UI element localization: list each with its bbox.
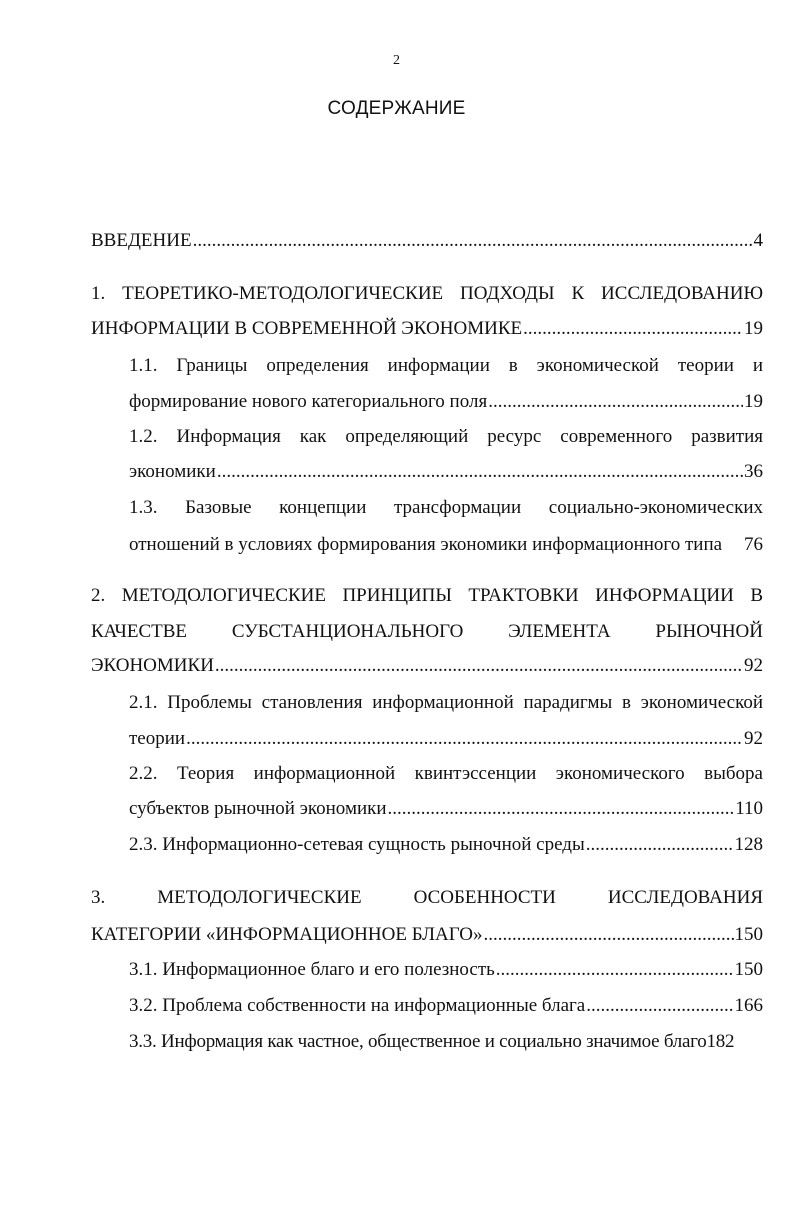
toc-section-2-1[interactable]: [129, 727, 763, 751]
toc-chapter-3[interactable]: [91, 923, 763, 947]
toc-page-number: 166: [734, 995, 763, 1016]
toc-page-number: 76: [744, 534, 763, 555]
toc-entry-text: теории: [129, 728, 186, 749]
toc-section-1-1[interactable]: [129, 390, 763, 414]
page-number: 2: [393, 53, 400, 68]
toc-entry-text: 3.1. Информационное благо и его полезность: [129, 959, 495, 980]
toc-leader: [388, 797, 735, 821]
toc-chapter-2-line-1[interactable]: 2. МЕТОДОЛОГИЧЕСКИЕ ПРИНЦИПЫ ТРАКТОВКИ ИНФОРМАЦИИ В: [91, 585, 763, 606]
toc-leader: [483, 923, 733, 947]
toc-section-3-2[interactable]: [129, 994, 763, 1018]
toc-page-number: 110: [735, 798, 763, 819]
toc-page-number: 19: [744, 391, 763, 412]
toc-entry-text: субъектов рыночной экономики: [129, 798, 387, 819]
toc-chapter-1[interactable]: [91, 317, 763, 341]
toc-entry-text: формирование нового категориального поля: [129, 391, 488, 412]
toc-section-2-2[interactable]: [129, 797, 763, 821]
toc-page-number: 182: [706, 1031, 735, 1052]
toc-entry-text: 3.3. Информация как частное, общественное и социально значимое благо: [129, 1031, 707, 1052]
toc-entry-text: экономики: [129, 461, 216, 482]
toc-section-3-1[interactable]: [129, 958, 763, 982]
toc-chapter-2[interactable]: [91, 654, 763, 678]
toc-leader: [586, 994, 733, 1018]
toc-entry-text: ЭКОНОМИКИ: [91, 655, 214, 676]
toc-leader: [496, 958, 734, 982]
toc-chapter-3-line-1[interactable]: 3. МЕТОДОЛОГИЧЕСКИЕ ОСОБЕННОСТИ ИССЛЕДОВАНИЯ: [91, 887, 763, 908]
toc-section-1-2[interactable]: [129, 460, 763, 484]
page-title: СОДЕРЖАНИЕ: [327, 98, 466, 119]
toc-chapter-2-line-2[interactable]: КАЧЕСТВЕ СУБСТАНЦИОНАЛЬНОГО ЭЛЕМЕНТА РЫНОЧНОЙ: [91, 621, 763, 642]
toc-leader: [215, 654, 743, 678]
toc-section-3-3[interactable]: [129, 1030, 763, 1054]
toc-page-number: 92: [744, 728, 763, 749]
toc-page-number: 92: [744, 655, 763, 676]
toc-section-1-3[interactable]: [129, 533, 763, 557]
toc-leader: [186, 727, 743, 751]
toc-page-number: 4: [753, 230, 763, 251]
toc-entry-text: 3.2. Проблема собственности на информационные блага: [129, 995, 586, 1016]
toc-page-number: 19: [744, 318, 763, 339]
toc-section-2-2-line-1[interactable]: 2.2. Теория информационной квинтэссенции экономического выбора: [129, 763, 763, 784]
toc-leader: [488, 390, 743, 414]
toc-leader: [217, 460, 743, 484]
toc-section-1-1-line-1[interactable]: 1.1. Границы определения информации в экономической теории и: [129, 355, 763, 376]
toc-section-1-3-line-1[interactable]: 1.3. Базовые концепции трансформации социально-экономических: [129, 497, 763, 518]
toc-page-number: 150: [734, 924, 763, 945]
toc-leader: [523, 317, 743, 341]
toc-entry-text: ВВЕДЕНИЕ: [91, 230, 192, 251]
toc-entry-text: 2.3. Информационно-сетевая сущность рыночной среды: [129, 834, 585, 855]
toc-section-2-3[interactable]: [129, 833, 763, 857]
toc-entry-text: отношений в условиях формирования экономики информационного типа: [129, 534, 723, 555]
toc-entry-text: КАТЕГОРИИ «ИНФОРМАЦИОННОЕ БЛАГО»: [91, 924, 483, 945]
toc-chapter-1-line-1[interactable]: 1. ТЕОРЕТИКО-МЕТОДОЛОГИЧЕСКИЕ ПОДХОДЫ К ИССЛЕДОВАНИЮ: [91, 283, 763, 304]
toc-section-1-2-line-1[interactable]: 1.2. Информация как определяющий ресурс современного развития: [129, 426, 763, 447]
toc-entry-intro[interactable]: [91, 229, 763, 253]
toc-page-number: 150: [734, 959, 763, 980]
toc-leader: [193, 229, 753, 253]
toc-page-number: 36: [744, 461, 763, 482]
toc-section-2-1-line-1[interactable]: 2.1. Проблемы становления информационной парадигмы в экономической: [129, 692, 763, 713]
toc-leader: [586, 833, 734, 857]
toc-entry-text: ИНФОРМАЦИИ В СОВРЕМЕННОЙ ЭКОНОМИКЕ: [91, 318, 523, 339]
toc-page-number: 128: [734, 834, 763, 855]
